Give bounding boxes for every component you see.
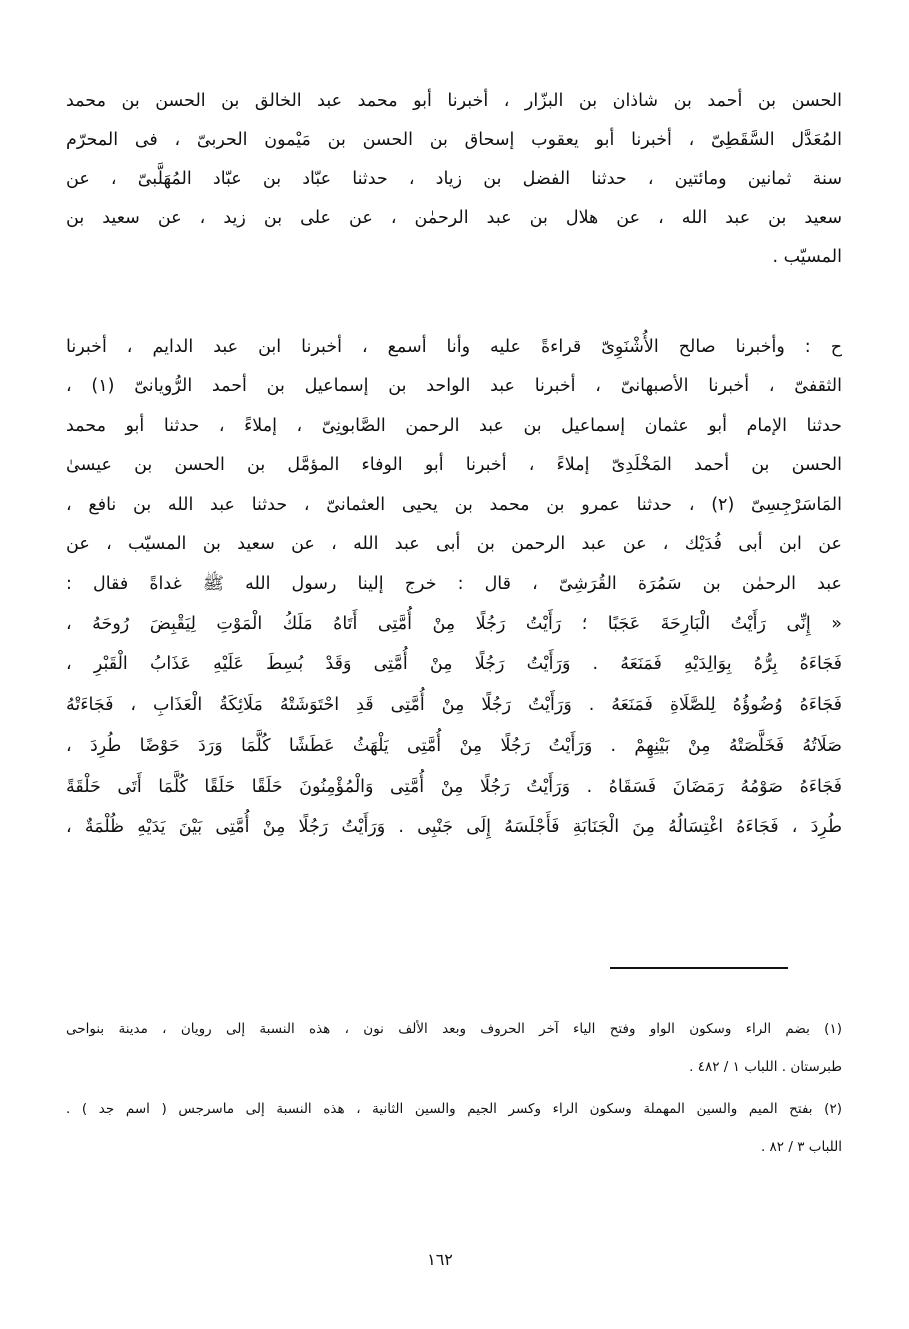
footnote-line: طبرستان . اللباب ١ / ٤٨٢ .	[689, 1059, 842, 1075]
text-line: المسيّب .	[772, 247, 842, 267]
text-line: فَجَاءَهُ بِرُّهُ بِوَالِدَيْهِ فَمَنَعَهُ . وَرَأَيْتُ رَجُلًا مِنْ أُمَّتِى وَقَدْ بُسِطَ عَلَيْهِ عَذَابُ الْقَبْرِ ،	[66, 654, 842, 674]
footnote-divider	[610, 967, 788, 969]
text-line: طُرِدَ ، فَجَاءَهُ اغْتِسَالُهُ مِنَ الْجَنَابَةِ فَأَجْلَسَهُ إِلَى جَنْبِى . وَرَأَيْتُ رَجُلًا مِنْ أُمَّتِى بَيْنَ يَدَيْهِ ظُلْمَةٌ ،	[66, 817, 842, 837]
text-line: فَجَاءَهُ وُضُوؤُهُ لِلصَّلَاةِ فَمَنَعَهُ . وَرَأَيْتُ رَجُلًا مِنْ أُمَّتِى قَدِ احْتَوَشَتْهُ مَلَائِكَةُ الْعَذَابِ ، فَجَاءَتْهُ	[66, 695, 842, 715]
text-line: سعيد بن عبد الله ، عن هلال بن عبد الرحمٰن ، عن على بن زيد ، عن سعيد بن	[66, 208, 842, 228]
text-line: الحسن بن أحمد بن شاذان بن البزّار ، أخبرنا أبو محمد عبد الخالق بن الحسن بن محمد	[66, 91, 842, 111]
text-line: الثقفىّ ، أخبرنا الأصبهانىّ ، أخبرنا عبد الواحد بن إسماعيل بن أحمد الرُّويانىّ (١) ،	[66, 376, 842, 396]
footnote-line: اللباب ٣ / ٨٢ .	[760, 1139, 842, 1155]
text-line: الحسن بن أحمد المَخْلَدِىّ إملاءً ، أخبرنا أبو الوفاء المؤمَّل بن الحسن بن عيسىٰ	[66, 455, 842, 475]
text-line: ح : وأخبرنا صالح الأُشْنَوِىّ قراءةً عليه وأنا أسمع ، أخبرنا ابن عبد الدايم ، أخبرنا	[66, 337, 842, 357]
text-line: فَجَاءَهُ صَوْمُهُ رَمَضَانَ فَسَقَاهُ . وَرَأَيْتُ رَجُلًا مِنْ أُمَّتِى وَالْمُؤْمِنُونَ حَلَقًا حَلَقًا كُلَّمَا أَتَى حَلْقَةً	[66, 777, 842, 797]
text-line: سنة ثمانين ومائتين ، حدثنا الفضل بن زياد ، حدثنا عبّاد بن عبّاد المُهَلَّبىّ ، عن	[66, 169, 842, 189]
text-line: صَلَاتُهُ فَخَلَّصَتْهُ مِنْ بَيْنِهِمْ . وَرَأَيْتُ رَجُلًا مِنْ أُمَّتِى يَلْهَثُ عَطَشًا كُلَّمَا وَرَدَ حَوْضًا طُرِدَ ،	[66, 736, 842, 756]
text-line: المَاسَرْجِسِىّ (٢) ، حدثنا عمرو بن محمد بن يحيى العثمانىّ ، حدثنا عبد الله بن نافع ،	[66, 495, 842, 515]
footnote-line: (١) بضم الراء وسكون الواو وفتح الياء آخر الحروف وبعد الألف نون ، هذه النسبة إلى رويان ، مدينة بنواحى	[66, 1021, 842, 1037]
text-line: حدثنا الإمام أبو عثمان إسماعيل بن عبد الرحمن الصَّابونِىّ ، إملاءً ، حدثنا أبو محمد	[66, 416, 842, 436]
text-line: المُعَدَّل السَّقَطِىّ ، أخبرنا أبو يعقوب إسحاق بن الحسن بن مَيْمون الحربىّ ، فى المحرّم	[66, 130, 842, 150]
footnote-line: (٢) بفتح الميم والسين المهملة وسكون الراء وكسر الجيم والسين الثانية ، هذه النسبة إلى ماسرجس ( اسم جد ) .	[66, 1101, 842, 1117]
page-number: ١٦٢	[427, 1250, 453, 1269]
text-line: عن ابن أبى فُدَيْك ، عن عبد الرحمن بن أبى عبد الله ، عن سعيد بن المسيّب ، عن	[66, 534, 842, 554]
text-line: « إِنِّى رَأَيْتُ الْبَارِحَةَ عَجَبًا ؛ رَأَيْتُ رَجُلًا مِنْ أُمَّتِى أَتَاهُ مَلَكُ الْمَوْتِ لِيَقْبِضَ رُوحَهُ ،	[66, 614, 842, 634]
text-line: عبد الرحمٰن بن سَمُرَة القُرَشِىّ ، قال : خرج إلينا رسول الله ﷺ غداةً فقال :	[66, 574, 842, 594]
